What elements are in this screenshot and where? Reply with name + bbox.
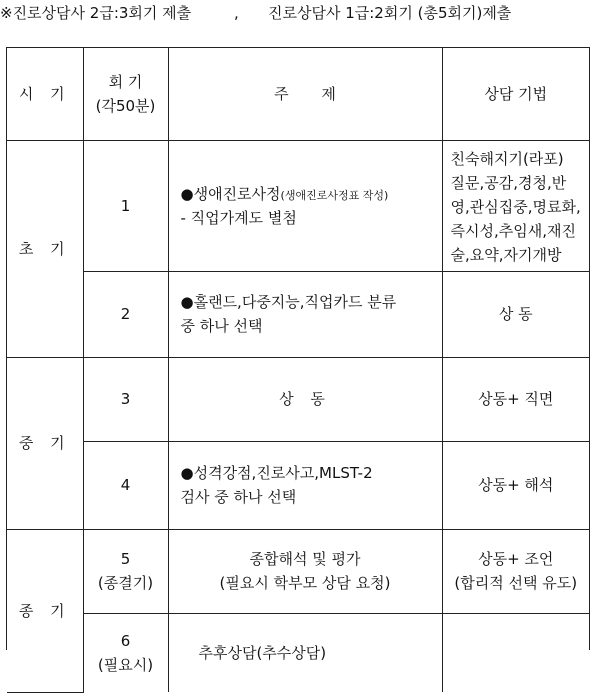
note-grade2: ※진로상담사 2급:3회기 제출 [0, 4, 192, 22]
method-line1: 상동+ 조언 [478, 550, 554, 568]
method-cell: 상동+ 해석 [442, 441, 589, 529]
note-grade1: 진로상담사 1급:2회기 (총5회기)제출 [268, 4, 512, 22]
header-row [7, 48, 589, 140]
topic-line2: - 직업가계도 별첨 [180, 208, 297, 227]
session-cell [83, 613, 168, 692]
session-cell: 3 [83, 357, 168, 441]
method-cell [442, 613, 589, 692]
header-session-label: 회 기 [108, 72, 143, 91]
method-cell [442, 529, 589, 613]
topic-cell [168, 140, 442, 271]
topic-line1: ●성격강점,진로사고,MLST-2 [180, 464, 373, 482]
method-cell: 상동+ 직면 [442, 357, 589, 441]
topic-cell [168, 441, 442, 529]
session-cell: 4 [83, 441, 168, 529]
header-session-duration: (각50분) [95, 96, 156, 115]
topic-cell [168, 271, 442, 357]
session-note: (필요시) [97, 655, 154, 674]
method-cell: 상 동 [442, 271, 589, 357]
header-method: 상담 기법 [442, 48, 589, 140]
header-topic: 주 제 [168, 48, 442, 140]
topic-note: (생애진로사정표 작성) [280, 188, 389, 202]
table-row [7, 357, 589, 441]
table-row [7, 140, 589, 271]
method-cell: 친숙해지기(라포) 질문,공감,경청,반영,관심집중,명료화,즉시성,추임새,재진술,요약,자기개방 [442, 140, 589, 271]
period-early: 초 기 [7, 140, 83, 357]
header-session [83, 48, 168, 140]
topic-line2: (필요시 학부모 상담 요청) [219, 574, 391, 592]
topic-line1: 종합해석 및 평가 [249, 550, 361, 568]
session-number: 5 [120, 550, 131, 568]
session-cell: 1 [83, 140, 168, 271]
submission-note [0, 0, 600, 26]
session-cell: 2 [83, 271, 168, 357]
counseling-plan-table [7, 48, 589, 693]
topic-main: ●생애진로사정 [180, 184, 281, 203]
topic-line1: ●홀랜드,다중지능,직업카드 분류 [180, 293, 397, 311]
table-row [7, 529, 589, 613]
topic-line2: 검사 중 하나 선택 [180, 488, 297, 506]
table-row [7, 613, 589, 692]
note-separator: , [234, 4, 239, 22]
topic-cell: 상 동 [168, 357, 442, 441]
method-line2: (합리적 선택 유도) [454, 574, 578, 592]
session-note: (종결기) [97, 574, 154, 592]
table-row [7, 271, 589, 357]
period-middle: 중 기 [7, 357, 83, 529]
session-number: 6 [120, 631, 131, 650]
header-period: 시 기 [7, 48, 83, 140]
period-final: 종 기 [7, 529, 83, 692]
session-cell [83, 529, 168, 613]
counseling-plan-frame [6, 47, 590, 674]
topic-line2: 중 하나 선택 [180, 317, 263, 335]
table-row [7, 441, 589, 529]
topic-cell [168, 529, 442, 613]
topic-cell: 추후상담(추수상담) [168, 613, 442, 692]
